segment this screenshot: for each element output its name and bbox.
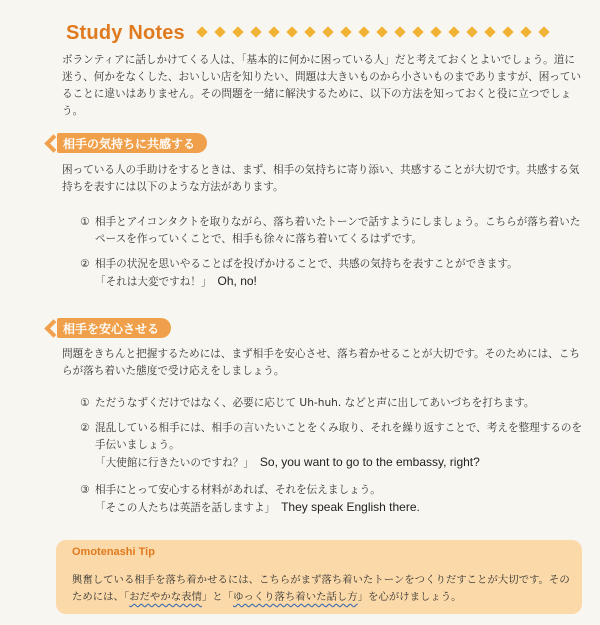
item-number: ① [80, 216, 90, 228]
diamond-icon [340, 26, 351, 37]
japanese-example: 「それは大変ですね！」 [95, 276, 212, 288]
tip-text-part: 」を心がけましょう。 [357, 591, 462, 603]
diamond-icon [358, 26, 369, 37]
example-line [95, 273, 584, 291]
item-number: ② [80, 422, 90, 434]
diamond-icon [232, 26, 243, 37]
item-text: 相手にとって安心する材料があれば、それを伝えましょう。 [95, 484, 381, 496]
list-item [80, 256, 584, 291]
diamond-icon [520, 26, 531, 37]
diamond-icon [376, 26, 387, 37]
chevron-left-icon [44, 133, 56, 153]
page-title: Study Notes [66, 22, 185, 44]
example-line [95, 499, 584, 517]
section-heading-reassure [44, 318, 171, 338]
tip-emphasis: おだやかな表情 [129, 591, 202, 603]
diamond-icon [268, 26, 279, 37]
item-text: ただうなずくだけではなく、必要に応じて Uh-huh. などと声に出してあいづちを打ちます。 [95, 397, 535, 409]
item-text: 相手とアイコンタクトを取りながら、落ち着いたトーンで話すようにしましょう。こちらが落ち着いたペースを作っていくことで、相手も徐々に落ち着いてくるはずです。 [95, 216, 581, 245]
diamond-icon [538, 26, 549, 37]
diamond-icon [484, 26, 495, 37]
item-number: ② [80, 258, 90, 270]
list-item [80, 395, 584, 412]
item-text-block [95, 482, 584, 517]
item-number: ③ [80, 484, 90, 496]
diamond-icon [394, 26, 405, 37]
diamond-icon [286, 26, 297, 37]
tip-text [72, 572, 572, 606]
diamond-icon [304, 26, 315, 37]
example-line [95, 454, 584, 472]
section-heading-label: 相手の気持ちに共感する [57, 133, 207, 153]
item-text-block [95, 420, 584, 472]
diamond-icon [250, 26, 261, 37]
tip-text-part: 」と「 [201, 591, 234, 603]
diamond-icon [430, 26, 441, 37]
japanese-example: 「そこの人たちは英語を話しますよ」 [95, 502, 276, 514]
section1-body: 困っている人の手助けをするときは、まず、相手の気持ちに寄り添い、共感することが大切です。共感する気持ちを表すには以下のような方法があります。 [62, 164, 580, 193]
tip-emphasis: ゆっくり落ち着いた話し方 [233, 591, 358, 603]
diamond-icon [322, 26, 333, 37]
diamond-icon [448, 26, 459, 37]
item-text: 混乱している相手には、相手の言いたいことをくみ取り、それを繰り返すことで、考えを整理するのを手伝いましょう。 [95, 422, 583, 451]
diamond-icon [502, 26, 513, 37]
intro-paragraph: ボランティアに話しかけてくる人は、「基本的に何かに困っている人」だと考えておくとよいでしょう。道に迷う、何かをなくした、おいしい店を知りたい、問題は大きいものから小さいものまでありますが、困っていることに違いはありません。その問題を一緒に解決するために、以下の方法を知っておくと役に立つでしょう。 [62, 54, 582, 117]
tip-title: Omotenashi Tip [72, 546, 155, 558]
tip-text-part: 興奮している相手を落ち着かせるには、こちらがまず落ち着いたトーンをつくりだすことが大切です。そのためには、「 [72, 574, 570, 603]
english-example: They speak English there. [281, 500, 420, 514]
section-heading-empathy [44, 133, 207, 153]
omotenashi-tip-box [56, 540, 582, 614]
item-text: 相手の状況を思いやることばを投げかけることで、共感の気持ちを表すことができます。 [95, 258, 518, 270]
english-example: Oh, no! [217, 274, 257, 288]
japanese-example: 「大使館に行きたいのですね？」 [95, 457, 254, 469]
item-number: ① [80, 397, 90, 409]
section-heading-label: 相手を安心させる [57, 318, 171, 338]
chevron-left-icon [44, 318, 56, 338]
english-example: So, you want to go to the embassy, right? [259, 455, 480, 469]
list-item [80, 420, 584, 472]
diamond-icon [214, 26, 225, 37]
section2-body: 問題をきちんと把握するためには、まず相手を安心させ、落ち着かせることが大切です。そのためには、こちらが落ち着いた態度で受け応えをしましょう。 [62, 348, 580, 377]
list-item [80, 482, 584, 517]
item-text-block [95, 256, 584, 291]
decorative-diamond-row [198, 28, 548, 36]
diamond-icon [466, 26, 477, 37]
list-item [80, 214, 584, 248]
diamond-icon [412, 26, 423, 37]
diamond-icon [196, 26, 207, 37]
